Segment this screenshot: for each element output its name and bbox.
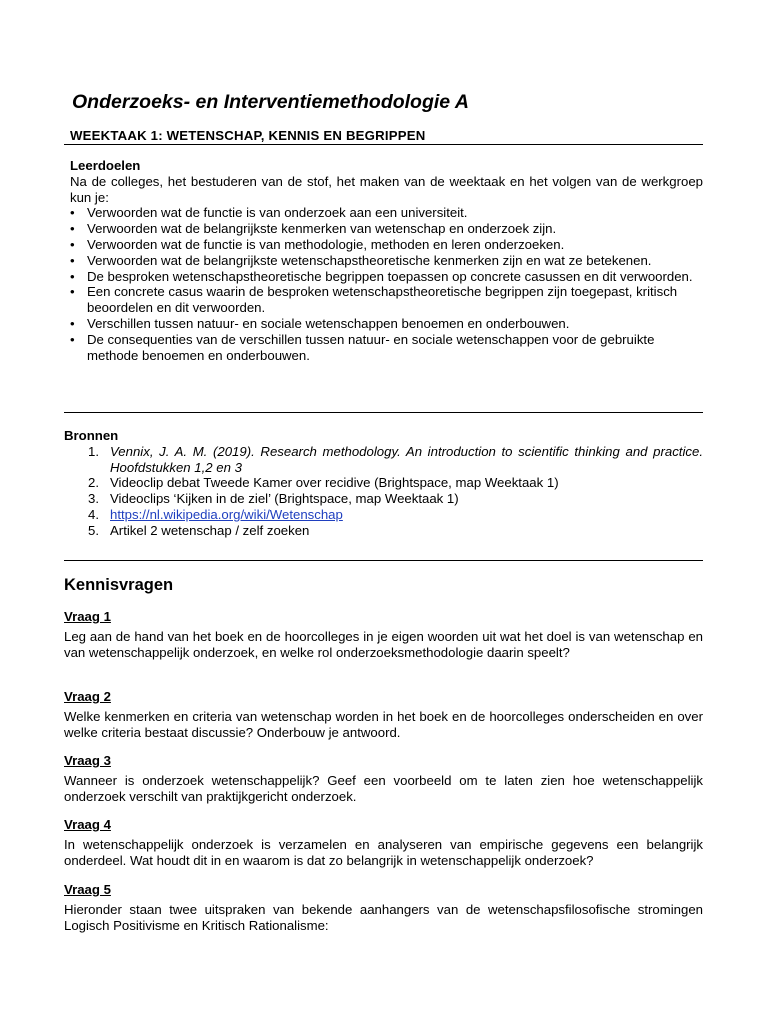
bullet-icon: • [70, 221, 75, 237]
divider [64, 560, 703, 561]
list-item: • Verschillen tussen natuur- en sociale wetenschappen benoemen en onderbouwen. [70, 315, 570, 331]
list-item: • De besproken wetenschapstheoretische begrippen toepassen op concrete casussen en dit verwoorden. [70, 268, 693, 284]
bullet-icon: • [70, 252, 75, 268]
question-4 [64, 817, 703, 868]
leerdoelen-intro: Na de colleges, het bestuderen van de stof, het maken van de weektaak en het volgen van de werkgroep kun je: [70, 173, 703, 205]
kennisvragen-heading: Kennisvragen [64, 576, 174, 594]
bullet-icon: • [70, 205, 75, 221]
bullet-icon: • [70, 284, 75, 300]
list-item: 3. Videoclips ‘Kijken in de ziel’ (Brightspace, map Weektaak 1) [88, 491, 459, 507]
question-label: Vraag 1 [64, 609, 111, 624]
bullet-icon: • [70, 315, 75, 331]
question-5 [64, 882, 703, 933]
list-item: 2. Videoclip debat Tweede Kamer over recidive (Brightspace, map Weektaak 1) [88, 475, 559, 491]
question-text: Hieronder staan twee uitspraken van bekende aanhangers van de wetenschapsfilosofische stromingen Logisch Positivisme en Kritisch Rationalisme: [64, 901, 703, 933]
question-label: Vraag 4 [64, 817, 111, 832]
leerdoelen-section [70, 158, 703, 363]
list-item: • Verwoorden wat de belangrijkste wetenschapstheoretische kenmerken zijn en wat ze betekenen. [70, 252, 652, 268]
bronnen-list [64, 444, 703, 539]
question-text: Wanneer is onderzoek wetenschappelijk? Geef een voorbeeld om te laten zien hoe wetenschappelijk onderzoek verschilt van praktijkgericht onderzoek. [64, 772, 703, 804]
divider [64, 144, 703, 145]
question-label: Vraag 3 [64, 753, 111, 768]
bronnen-heading: Bronnen [64, 428, 119, 443]
list-item: 5. Artikel 2 wetenschap / zelf zoeken [88, 522, 310, 538]
source-citation: Vennix, J. A. M. (2019). Research methodology. An introduction to scientific thinking and practice. Hoofdstukken 1,2 en 3 [110, 443, 703, 475]
leerdoelen-heading: Leerdoelen [70, 158, 141, 173]
question-text: In wetenschappelijk onderzoek is verzamelen en analyseren van empirische gegevens een belangrijk onderdeel. Wat houdt dit in en waarom is dat zo belangrijk in wetenschappelijk onderzoek? [64, 836, 703, 868]
document-title: Onderzoeks- en Interventiemethodologie A [72, 91, 469, 113]
list-item: • Een concrete casus waarin de besproken wetenschapstheoretische begrippen zijn toegepast, kritisch beoordelen en dit verwoorden. [70, 284, 678, 316]
bullet-icon: • [70, 236, 75, 252]
question-label: Vraag 2 [64, 689, 111, 704]
question-1 [64, 609, 703, 660]
wikipedia-link[interactable]: https://nl.wikipedia.org/wiki/Wetenschap [110, 506, 343, 522]
list-item: 4. https://nl.wikipedia.org/wiki/Wetenschap [88, 506, 343, 522]
list-item: • Verwoorden wat de functie is van onderzoek aan een universiteit. [70, 205, 468, 221]
bullet-icon: • [70, 331, 75, 347]
question-label: Vraag 5 [64, 882, 111, 897]
bullet-icon: • [70, 268, 75, 284]
bronnen-section [64, 428, 703, 539]
list-item: 1. Vennix, J. A. M. (2019). Research methodology. An introduction to scientific thinking and practice. Hoofdstukken 1,2 en 3 [88, 443, 703, 475]
list-item: • Verwoorden wat de functie is van methodologie, methoden en leren onderzoeken. [70, 236, 565, 252]
question-text: Leg aan de hand van het boek en de hoorcolleges in je eigen woorden uit wat het doel is van wetenschap en van wetenschappelijk onderzoek, en welke rol onderzoeksmethodologie daarin speelt? [64, 628, 703, 660]
list-item: • De consequenties van de verschillen tussen natuur- en sociale wetenschappen voor de gebruikte methode benoemen en onderbouwen. [70, 331, 655, 363]
leerdoelen-list [70, 205, 703, 363]
question-3 [64, 753, 703, 804]
weektaak-subtitle: WEEKTAAK 1: WETENSCHAP, KENNIS EN BEGRIPPEN [70, 128, 426, 143]
question-2 [64, 689, 703, 740]
divider [64, 412, 703, 413]
list-item: • Verwoorden wat de belangrijkste kenmerken van wetenschap en onderzoek zijn. [70, 221, 557, 237]
question-text: Welke kenmerken en criteria van wetenschap worden in het boek en de hoorcolleges onderscheiden en over welke criteria bestaat discussie? Onderbouw je antwoord. [64, 708, 703, 740]
